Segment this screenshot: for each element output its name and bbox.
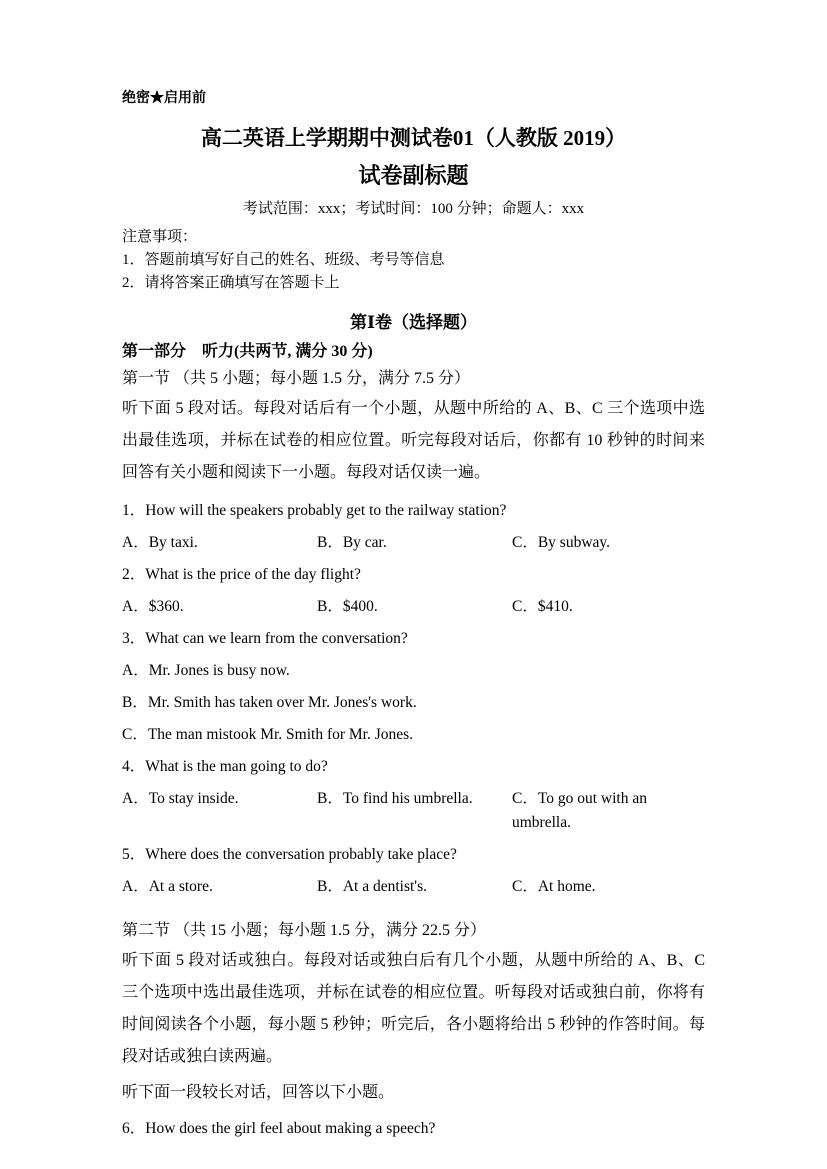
question-3-option-b: B．Mr. Smith has taken over Mr. Jones's work. — [122, 694, 417, 711]
notes-title: 注意事项： — [122, 229, 198, 245]
section1-instructions: 听下面 5 段对话。每段对话后有一个小题，从题中所给的 A、B、C 三个选项中选出最佳选项，并标在试卷的相应位置。听完每段对话后，你都有 10 秒钟的时间来回答有关小题和阅读下一小题。每段对话仅读一遍。 — [122, 400, 705, 481]
question-5-option-a: A．At a store. — [122, 878, 213, 895]
question-block-1 — [122, 499, 705, 555]
question-6-text: 6．How does the girl feel about making a speech? — [122, 1120, 436, 1137]
question-5-option-c: C．At home. — [512, 878, 596, 895]
security-label: 绝密★启用前 — [122, 91, 206, 106]
question-1-option-a: A．By taxi. — [122, 534, 198, 551]
question-4-options — [122, 787, 705, 835]
section1-title: 第一节 （共 5 小题；每小题 1.5 分，满分 7.5 分） — [122, 370, 471, 387]
question-5-text: 5．Where does the conversation probably take place? — [122, 846, 457, 863]
question-2-options — [122, 595, 705, 619]
question-5-option-b: B．At a dentist's. — [317, 878, 427, 895]
note-item-1: 1．答题前填写好自己的姓名、班级、考号等信息 — [122, 252, 445, 268]
question-4-option-a: A．To stay inside. — [122, 790, 239, 807]
question-block-2 — [122, 563, 705, 619]
exam-info-line: 考试范围：xxx；考试时间：100 分钟；命题人：xxx — [242, 201, 585, 217]
note-item-2: 2．请将答案正确填写在答题卡上 — [122, 275, 340, 291]
question-5-options — [122, 875, 705, 899]
question-1-option-b: B．By car. — [317, 534, 387, 551]
page-title: 高二英语上学期期中测试卷01（人教版 2019） — [200, 126, 627, 150]
section2-instructions: 听下面 5 段对话或独白。每段对话或独白后有几个小题，从题中所给的 A、B、C 三个选项中选出最佳选项，并标在试卷的相应位置。听每段对话或独白前，你将有时间阅读各个小题，每小题 5 秒钟；听完后，各小题将给出 5 秒钟的作答时间。每段对话或独白读两遍。 — [122, 952, 705, 1065]
question-2-text: 2．What is the price of the day flight? — [122, 566, 361, 583]
notes-section — [122, 226, 705, 295]
volume-title: 第Ⅰ卷（选择题） — [350, 313, 477, 332]
question-3-text: 3．What can we learn from the conversation? — [122, 630, 408, 647]
section2-title: 第二节 （共 15 小题；每小题 1.5 分，满分 22.5 分） — [122, 922, 487, 939]
question-1-option-c: C．By subway. — [512, 534, 611, 551]
question-3-option-c: C．The man mistook Mr. Smith for Mr. Jones. — [122, 726, 414, 743]
question-block-3 — [122, 627, 705, 747]
question-4-option-c: C．To go out with an umbrella. — [512, 790, 647, 831]
page-subtitle: 试卷副标题 — [358, 163, 469, 188]
question-4-option-b: B．To find his umbrella. — [317, 790, 473, 807]
question-2-option-b: B．$400. — [317, 598, 378, 615]
section2-lead-in: 听下面一段较长对话，回答以下小题。 — [122, 1084, 395, 1101]
question-1-options — [122, 531, 705, 555]
part1-title: 第一部分 听力(共两节, 满分 30 分) — [122, 343, 373, 360]
question-block-5 — [122, 843, 705, 899]
question-2-option-a: A．$360. — [122, 598, 184, 615]
question-4-text: 4．What is the man going to do? — [122, 758, 328, 775]
question-block-4 — [122, 755, 705, 835]
question-1-text: 1．How will the speakers probably get to the railway station? — [122, 502, 507, 519]
question-2-option-c: C．$410. — [512, 598, 573, 615]
question-3-option-a: A．Mr. Jones is busy now. — [122, 662, 290, 679]
